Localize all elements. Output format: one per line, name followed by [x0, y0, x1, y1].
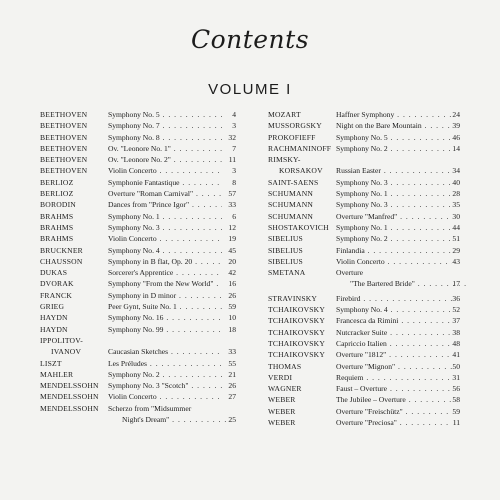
- contents-entry: [268, 188, 460, 199]
- contents-entry: [268, 109, 460, 120]
- page-number: 21: [228, 369, 236, 379]
- composer-name: BERLIOZ: [40, 189, 74, 199]
- page-number: 42: [228, 268, 236, 278]
- work-title: Symphony No. 2 . . .: [108, 369, 222, 380]
- page-number: 19: [228, 234, 236, 244]
- contents-entry: [40, 346, 236, 357]
- composer-name: TCHAIKOVSKY: [268, 350, 326, 360]
- page-number: 11: [452, 418, 460, 428]
- page-number: 31: [452, 372, 460, 382]
- work-title: "The Bartered Bride" . . .: [336, 278, 466, 289]
- contents-entry: [40, 380, 236, 391]
- work-title: Firebird . . .: [336, 293, 452, 304]
- contents-entry: [40, 165, 236, 176]
- page-number: 40: [452, 177, 460, 187]
- contents-entry: [40, 211, 236, 222]
- page-number: 32: [228, 132, 236, 142]
- work-title: Symphony No. 7 . . .: [108, 120, 222, 131]
- composer-name: BRUCKNER: [40, 245, 83, 255]
- contents-entry: [268, 154, 460, 165]
- page-number: 26: [228, 290, 236, 300]
- work-title: Symphony No. 2 . . .: [336, 233, 452, 244]
- contents-entry: [40, 278, 236, 289]
- composer-name: FRANCK: [40, 290, 73, 300]
- composer-name: MENDELSSOHN: [40, 381, 99, 391]
- composer-name: KORSAKOV: [279, 166, 323, 176]
- contents-entry: [40, 132, 236, 143]
- work-title: Sorcerer's Apprentice . . .: [108, 267, 222, 278]
- composer-name: SAINT-SAENS: [268, 177, 319, 187]
- work-title: Night on the Bare Mountain . . .: [336, 120, 452, 131]
- composer-name: WAGNER: [268, 384, 302, 394]
- contents-entry: [268, 349, 460, 360]
- composer-name: SIBELIUS: [268, 234, 303, 244]
- contents-entry: [268, 132, 460, 143]
- composer-name: VERDI: [268, 372, 293, 382]
- page-number: 37: [452, 316, 460, 326]
- contents-entry: [268, 222, 460, 233]
- page-number: 50: [452, 361, 460, 371]
- page-number: 10: [228, 313, 236, 323]
- composer-name: TCHAIKOVSKY: [268, 316, 326, 326]
- composer-name: TCHAIKOVSKY: [268, 327, 326, 337]
- contents-entry: [268, 278, 460, 289]
- composer-name: LISZT: [40, 358, 62, 368]
- contents-entry: [268, 383, 460, 394]
- page-number: 52: [452, 305, 460, 315]
- composer-name: DVORAK: [40, 279, 74, 289]
- page-number: 27: [228, 392, 236, 402]
- work-title: Symphony No. 3 . . .: [336, 177, 452, 188]
- work-title: Symphony No. 1 . . .: [336, 222, 452, 233]
- contents-column-left: [40, 109, 236, 425]
- page-number: 58: [452, 395, 460, 405]
- page-number: 20: [228, 256, 236, 266]
- composer-name: WEBER: [268, 395, 296, 405]
- contents-entry: [268, 293, 460, 304]
- work-title: Ov. "Leonore No. 1" . . .: [108, 143, 222, 154]
- composer-name: BERLIOZ: [40, 177, 74, 187]
- contents-entry: [40, 369, 236, 380]
- work-title: Symphonie Fantastique . . .: [108, 177, 222, 188]
- work-title: Symphony No. 5 . . .: [336, 132, 452, 143]
- contents-entry: [40, 120, 236, 131]
- contents-entry: [40, 414, 236, 425]
- page-number: 18: [228, 324, 236, 334]
- contents-entry: [40, 245, 236, 256]
- contents-entry: [40, 335, 236, 346]
- page-number: 46: [452, 132, 460, 142]
- work-title: Violin Concerto . . .: [336, 256, 452, 267]
- work-title: Capriccio Italien . . .: [336, 338, 452, 349]
- contents-entry: [268, 233, 460, 244]
- page-number: 12: [228, 222, 236, 232]
- page-number: 8: [232, 177, 236, 187]
- page-number: 4: [232, 110, 236, 119]
- work-title: Requiem . . .: [336, 372, 452, 383]
- page-number: 51: [452, 234, 460, 244]
- composer-name: HAYDN: [40, 313, 68, 323]
- composer-name: SCHUMANN: [268, 211, 314, 221]
- work-title: Ov. "Leonore No. 2" . . .: [108, 154, 222, 165]
- contents-entry: [40, 109, 236, 120]
- composer-name: BEETHOVEN: [40, 121, 88, 131]
- page-number: 29: [452, 245, 460, 255]
- work-title: Symphony No. 3 "Scotch" . . .: [108, 380, 222, 391]
- composer-name: BEETHOVEN: [40, 155, 88, 165]
- composer-name: RACHMANINOFF: [268, 143, 332, 153]
- contents-entry: [268, 361, 460, 372]
- work-title: Francesca da Rimini . . .: [336, 315, 452, 326]
- contents-entry: [268, 338, 460, 349]
- work-title: Symphony in D minor . . .: [108, 290, 222, 301]
- composer-name: CHAUSSON: [40, 256, 83, 266]
- contents-entry: [268, 327, 460, 338]
- work-title: Scherzo from "Midsummer: [108, 403, 192, 413]
- page-number: 55: [228, 358, 236, 368]
- contents-entry: [40, 391, 236, 402]
- composer-name: BRAHMS: [40, 222, 74, 232]
- work-title: Symphony in B flat, Op. 20 . . .: [108, 256, 222, 267]
- page-number: 17: [452, 279, 460, 289]
- composer-name: BRAHMS: [40, 234, 74, 244]
- composer-name: SIBELIUS: [268, 256, 303, 266]
- contents-entry: [268, 315, 460, 326]
- composer-name: BEETHOVEN: [40, 110, 88, 119]
- work-title: Les Préludes . . .: [108, 358, 222, 369]
- contents-entry: [268, 165, 460, 176]
- work-title: Night's Dream" . . .: [108, 414, 236, 425]
- work-title: Overture: [336, 268, 363, 278]
- composer-name: GRIEG: [40, 302, 65, 312]
- work-title: Overture "1812" . . .: [336, 349, 452, 360]
- work-title: Overture "Mignon" . . .: [336, 361, 452, 372]
- contents-entry: [40, 358, 236, 369]
- composer-name: SCHUMANN: [268, 200, 314, 210]
- contents-column-right: [268, 109, 460, 428]
- contents-entry: [268, 372, 460, 383]
- page-number: 30: [452, 211, 460, 221]
- page-number: 24: [452, 110, 460, 119]
- composer-name: SCHUMANN: [268, 189, 314, 199]
- page-number: 45: [228, 245, 236, 255]
- composer-name: TCHAIKOVSKY: [268, 305, 326, 315]
- work-title: Peer Gynt, Suite No. 1 . . .: [108, 301, 222, 312]
- page-number: 16: [228, 279, 236, 289]
- composer-name: TCHAIKOVSKY: [268, 338, 326, 348]
- work-title: Symphony No. 8 . . .: [108, 132, 222, 143]
- page-number: 59: [228, 302, 236, 312]
- contents-entry: [268, 211, 460, 222]
- page-number: 59: [452, 406, 460, 416]
- composer-name: MENDELSSOHN: [40, 392, 99, 402]
- contents-entry: [268, 417, 460, 428]
- composer-name: BEETHOVEN: [40, 143, 88, 153]
- composer-name: WEBER: [268, 406, 296, 416]
- work-title: Violin Concerto . . .: [108, 165, 222, 176]
- composer-name: WEBER: [268, 418, 296, 428]
- contents-entry: [268, 256, 460, 267]
- contents-entry: [268, 199, 460, 210]
- composer-name: BEETHOVEN: [40, 166, 88, 176]
- page-number: 43: [452, 256, 460, 266]
- page-title: Contents: [190, 25, 310, 54]
- contents-entry: [268, 120, 460, 131]
- contents-entry: [40, 143, 236, 154]
- contents-entry: [40, 267, 236, 278]
- composer-name: IPPOLITOV-: [40, 335, 83, 345]
- contents-entry: [268, 394, 460, 405]
- contents-entry: [40, 312, 236, 323]
- work-title: Symphony No. 5 . . .: [108, 109, 222, 120]
- work-title: Symphony No. 4 . . .: [108, 245, 222, 256]
- page-number: 48: [452, 338, 460, 348]
- composer-name: MUSSORGSKY: [268, 121, 322, 131]
- contents-entry: [268, 245, 460, 256]
- volume-heading: VOLUME I: [208, 81, 292, 98]
- work-title: Symphony No. 16 . . .: [108, 312, 222, 323]
- work-title: Symphony No. 3 . . .: [108, 222, 222, 233]
- work-title: Faust – Overture . . .: [336, 383, 452, 394]
- page-number: 33: [228, 347, 236, 357]
- contents-entry: [40, 222, 236, 233]
- work-title: Symphony No. 4 . . .: [336, 304, 452, 315]
- page-number: 25: [228, 415, 236, 425]
- work-title: Overture "Roman Carnival" . . .: [108, 188, 222, 199]
- page-number: 7: [232, 143, 236, 153]
- work-title: The Jubilee – Overture . . .: [336, 394, 452, 405]
- composer-name: SHOSTAKOVICH: [268, 222, 329, 232]
- contents-entry: [40, 301, 236, 312]
- work-title: Symphony No. 2 . . .: [336, 143, 452, 154]
- work-title: Symphony No. 1 . . .: [336, 188, 452, 199]
- page-number: 38: [452, 327, 460, 337]
- page-number: 14: [452, 143, 460, 153]
- page-number: 11: [228, 155, 236, 165]
- page-number: 35: [452, 200, 460, 210]
- work-title: Violin Concerto . . .: [108, 233, 222, 244]
- composer-name: RIMSKY-: [268, 155, 301, 165]
- work-title: Caucasian Sketches . . .: [108, 346, 222, 357]
- page-number: 3: [232, 166, 236, 176]
- work-title: Overture "Manfred" . . .: [336, 211, 452, 222]
- page-number: 33: [228, 200, 236, 210]
- contents-entry: [268, 304, 460, 315]
- composer-name: BORODIN: [40, 200, 76, 210]
- composer-name: THOMAS: [268, 361, 302, 371]
- composer-name: MAHLER: [40, 369, 74, 379]
- composer-name: MENDELSSOHN: [40, 403, 99, 413]
- page-number: 3: [232, 121, 236, 131]
- composer-name: BRAHMS: [40, 211, 74, 221]
- contents-entry: [268, 177, 460, 188]
- contents-entry: [40, 256, 236, 267]
- work-title: Symphony No. 3 . . .: [336, 199, 452, 210]
- page-number: 44: [452, 222, 460, 232]
- contents-entry: [40, 154, 236, 165]
- work-title: Overture "Freischütz" . . .: [336, 406, 452, 417]
- composer-name: SMETANA: [268, 268, 306, 278]
- work-title: Violin Concerto . . .: [108, 391, 222, 402]
- page-number: 28: [452, 189, 460, 199]
- contents-entry: [40, 290, 236, 301]
- work-title: Finlandia . . .: [336, 245, 452, 256]
- contents-entry: [40, 177, 236, 188]
- contents-entry: [268, 143, 460, 154]
- contents-entry: [40, 188, 236, 199]
- work-title: Overture "Preciosa" . . .: [336, 417, 452, 428]
- work-title: Symphony "From the New World" . . .: [108, 278, 222, 289]
- page-number: 36: [452, 293, 460, 303]
- work-title: Symphony No. 99 . . .: [108, 324, 222, 335]
- composer-name: IVANOV: [51, 347, 82, 357]
- work-title: Russian Easter . . .: [336, 165, 452, 176]
- contents-entry: [268, 267, 460, 278]
- composer-name: PROKOFIEFF: [268, 132, 316, 142]
- page-number: 41: [452, 350, 460, 360]
- page-number: 39: [452, 121, 460, 131]
- composer-name: BEETHOVEN: [40, 132, 88, 142]
- composer-name: STRAVINSKY: [268, 293, 318, 303]
- contents-entry: [40, 324, 236, 335]
- contents-entry: [268, 406, 460, 417]
- work-title: Nutcracker Suite . . .: [336, 327, 452, 338]
- work-title: Dances from "Prince Igor" . . .: [108, 199, 222, 210]
- composer-name: HAYDN: [40, 324, 68, 334]
- page-number: 34: [452, 166, 460, 176]
- page-number: 6: [232, 211, 236, 221]
- work-title: Haffner Symphony . . .: [336, 109, 452, 120]
- composer-name: SIBELIUS: [268, 245, 303, 255]
- page-number: 56: [452, 384, 460, 394]
- contents-entry: [40, 233, 236, 244]
- composer-name: DUKAS: [40, 268, 68, 278]
- contents-entry: [40, 199, 236, 210]
- composer-name: MOZART: [268, 110, 301, 119]
- page-number: 26: [228, 381, 236, 391]
- work-title: Symphony No. 1 . . .: [108, 211, 222, 222]
- contents-entry: [40, 403, 236, 414]
- page-number: 57: [228, 189, 236, 199]
